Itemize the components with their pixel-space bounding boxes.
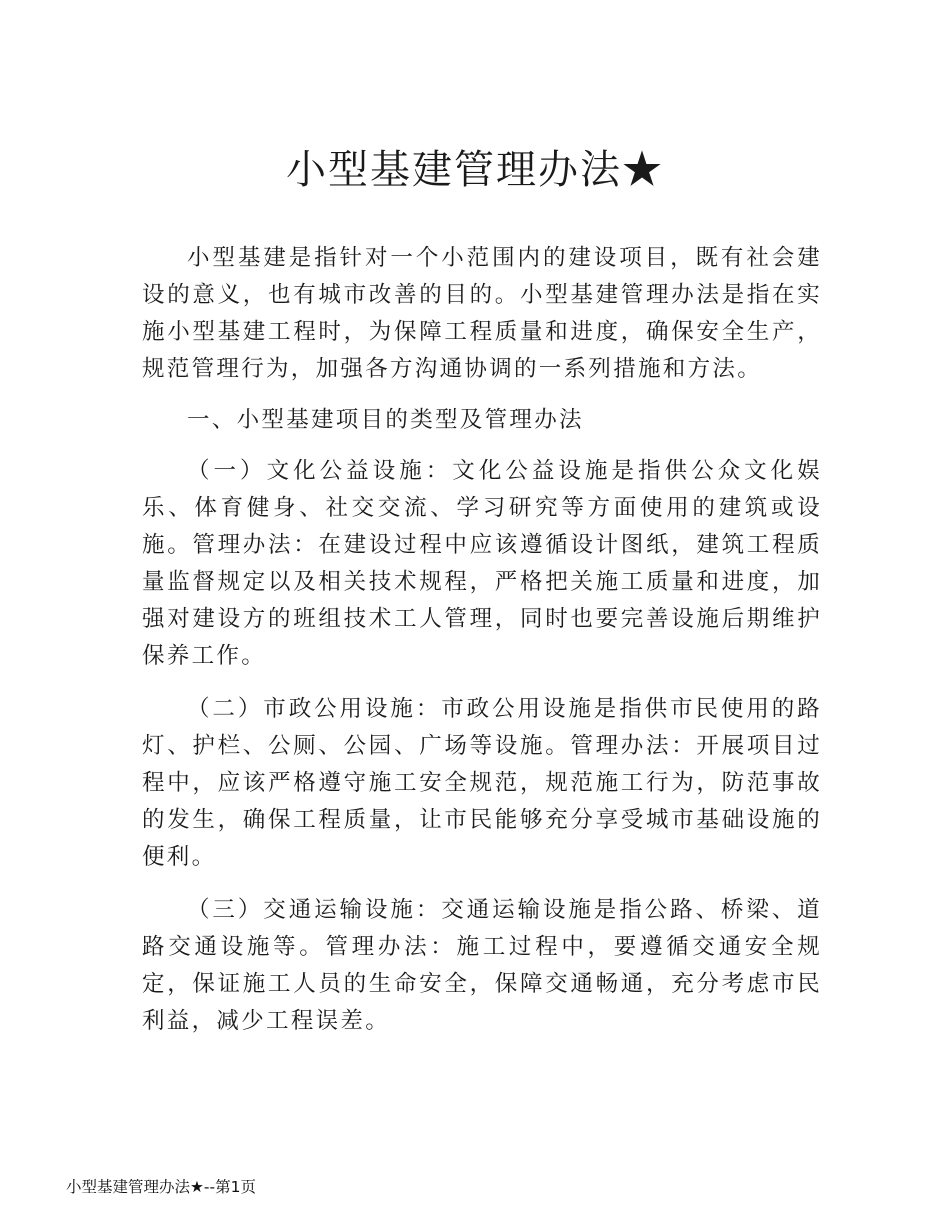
document-body — [142, 240, 822, 1040]
section-heading: 一、小型基建项目的类型及管理办法 — [187, 407, 584, 433]
item-paragraph-3: （三）交通运输设施：交通运输设施是指公路、桥梁、道路交通设施等。管理办法：施工过程中，要遵循交通安全规定，保证施工人员的生命安全，保障交通畅通，充分考虑市民利益，减少工程误差。 — [142, 897, 822, 1034]
item-paragraph-1: （一）文化公益设施：文化公益设施是指供公众文化娱乐、体育健身、社交交流、学习研究等方面使用的建筑或设施。管理办法：在建设过程中应该遵循设计图纸，建筑工程质量监督规定以及相关技术规程，严格把关施工质量和进度，加强对建设方的班组技术工人管理，同时也要完善设施后期维护保养工作。 — [142, 458, 822, 669]
document-title: 小型基建管理办法★ — [286, 147, 664, 193]
page-footer: 小型基建管理办法★--第1页 — [66, 1178, 256, 1196]
item-paragraph-2: （二）市政公用设施：市政公用设施是指供市民使用的路灯、护栏、公厕、公园、广场等设施。管理办法：开展项目过程中，应该严格遵守施工安全规范，规范施工行为，防范事故的发生，确保工程质量，让市民能够充分享受城市基础设施的便利。 — [142, 696, 822, 870]
intro-paragraph: 小型基建是指针对一个小范围内的建设项目，既有社会建设的意义，也有城市改善的目的。小型基建管理办法是指在实施小型基建工程时，为保障工程质量和进度，确保安全生产，规范管理行为，加强各方沟通协调的一系列措施和方法。 — [142, 245, 822, 382]
